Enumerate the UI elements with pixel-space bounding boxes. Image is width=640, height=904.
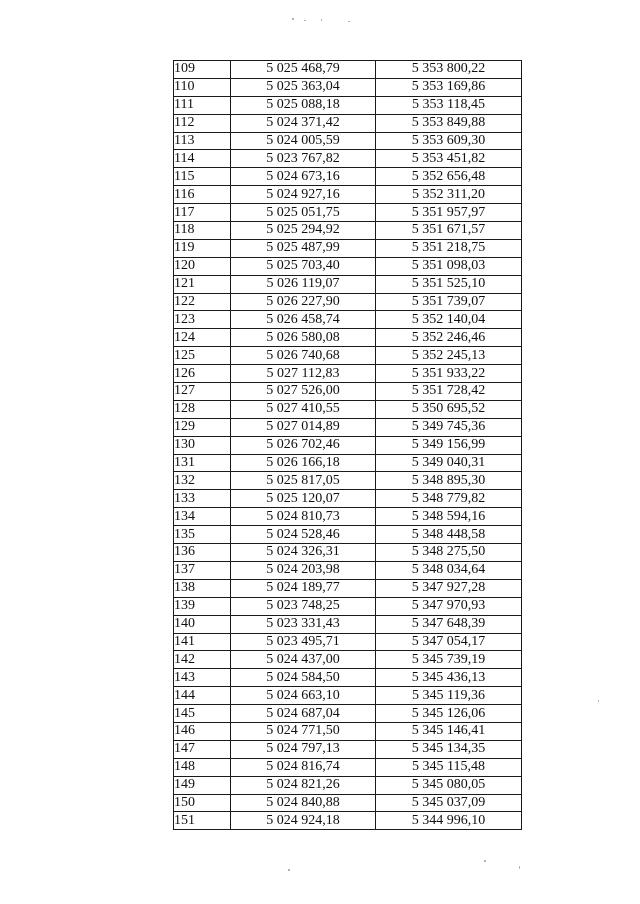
x-coordinate-cell: 5 027 014,89 <box>231 418 376 436</box>
y-coordinate-cell: 5 347 648,39 <box>376 615 522 633</box>
point-number-cell: 150 <box>174 794 231 812</box>
table-row <box>174 472 522 490</box>
table-row <box>174 490 522 508</box>
point-number-cell: 128 <box>174 400 231 418</box>
y-coordinate-cell: 5 345 739,19 <box>376 651 522 669</box>
scan-speck <box>598 700 599 702</box>
point-number-cell: 110 <box>174 78 231 96</box>
table-row <box>174 597 522 615</box>
x-coordinate-cell: 5 024 771,50 <box>231 722 376 740</box>
table-row <box>174 758 522 776</box>
y-coordinate-cell: 5 348 594,16 <box>376 508 522 526</box>
point-number-cell: 139 <box>174 597 231 615</box>
y-coordinate-cell: 5 344 996,10 <box>376 812 522 830</box>
y-coordinate-cell: 5 348 895,30 <box>376 472 522 490</box>
y-coordinate-cell: 5 352 245,13 <box>376 347 522 365</box>
point-number-cell: 132 <box>174 472 231 490</box>
point-number-cell: 111 <box>174 96 231 114</box>
table-row <box>174 579 522 597</box>
scan-speck <box>519 866 520 869</box>
x-coordinate-cell: 5 023 748,25 <box>231 597 376 615</box>
scan-speck <box>292 18 294 20</box>
table-row <box>174 615 522 633</box>
point-number-cell: 113 <box>174 132 231 150</box>
x-coordinate-cell: 5 026 119,07 <box>231 275 376 293</box>
x-coordinate-cell: 5 027 526,00 <box>231 383 376 401</box>
x-coordinate-cell: 5 024 673,16 <box>231 168 376 186</box>
point-number-cell: 117 <box>174 204 231 222</box>
table-row <box>174 651 522 669</box>
y-coordinate-cell: 5 345 436,13 <box>376 669 522 687</box>
point-number-cell: 123 <box>174 311 231 329</box>
point-number-cell: 146 <box>174 722 231 740</box>
y-coordinate-cell: 5 352 246,46 <box>376 329 522 347</box>
point-number-cell: 121 <box>174 275 231 293</box>
x-coordinate-cell: 5 023 331,43 <box>231 615 376 633</box>
table-row <box>174 365 522 383</box>
y-coordinate-cell: 5 345 134,35 <box>376 740 522 758</box>
point-number-cell: 122 <box>174 293 231 311</box>
table-row <box>174 61 522 79</box>
point-number-cell: 144 <box>174 687 231 705</box>
x-coordinate-cell: 5 026 166,18 <box>231 454 376 472</box>
y-coordinate-cell: 5 348 034,64 <box>376 561 522 579</box>
x-coordinate-cell: 5 024 797,13 <box>231 740 376 758</box>
point-number-cell: 127 <box>174 383 231 401</box>
point-number-cell: 149 <box>174 776 231 794</box>
x-coordinate-cell: 5 024 005,59 <box>231 132 376 150</box>
table-row <box>174 383 522 401</box>
table-row <box>174 722 522 740</box>
y-coordinate-cell: 5 350 695,52 <box>376 400 522 418</box>
point-number-cell: 135 <box>174 526 231 544</box>
table-row <box>174 812 522 830</box>
y-coordinate-cell: 5 348 779,82 <box>376 490 522 508</box>
point-number-cell: 148 <box>174 758 231 776</box>
table-row <box>174 508 522 526</box>
x-coordinate-cell: 5 025 468,79 <box>231 61 376 79</box>
point-number-cell: 145 <box>174 705 231 723</box>
y-coordinate-cell: 5 351 671,57 <box>376 222 522 240</box>
table-row <box>174 96 522 114</box>
table-row <box>174 239 522 257</box>
table-row <box>174 329 522 347</box>
x-coordinate-cell: 5 026 580,08 <box>231 329 376 347</box>
x-coordinate-cell: 5 025 294,92 <box>231 222 376 240</box>
y-coordinate-cell: 5 353 451,82 <box>376 150 522 168</box>
y-coordinate-cell: 5 352 140,04 <box>376 311 522 329</box>
table-row <box>174 400 522 418</box>
point-number-cell: 137 <box>174 561 231 579</box>
x-coordinate-cell: 5 024 203,98 <box>231 561 376 579</box>
x-coordinate-cell: 5 025 487,99 <box>231 239 376 257</box>
y-coordinate-cell: 5 345 119,36 <box>376 687 522 705</box>
point-number-cell: 147 <box>174 740 231 758</box>
x-coordinate-cell: 5 024 840,88 <box>231 794 376 812</box>
x-coordinate-cell: 5 024 821,26 <box>231 776 376 794</box>
table-row <box>174 78 522 96</box>
point-number-cell: 134 <box>174 508 231 526</box>
x-coordinate-cell: 5 025 051,75 <box>231 204 376 222</box>
table-row <box>174 222 522 240</box>
y-coordinate-cell: 5 345 037,09 <box>376 794 522 812</box>
table-row <box>174 418 522 436</box>
y-coordinate-cell: 5 353 169,86 <box>376 78 522 96</box>
point-number-cell: 115 <box>174 168 231 186</box>
point-number-cell: 118 <box>174 222 231 240</box>
x-coordinate-cell: 5 024 528,46 <box>231 526 376 544</box>
table-row <box>174 257 522 275</box>
table-row <box>174 740 522 758</box>
table-row <box>174 204 522 222</box>
x-coordinate-cell: 5 025 088,18 <box>231 96 376 114</box>
y-coordinate-cell: 5 353 849,88 <box>376 114 522 132</box>
point-number-cell: 141 <box>174 633 231 651</box>
point-number-cell: 131 <box>174 454 231 472</box>
y-coordinate-cell: 5 351 728,42 <box>376 383 522 401</box>
point-number-cell: 136 <box>174 544 231 562</box>
point-number-cell: 151 <box>174 812 231 830</box>
y-coordinate-cell: 5 351 957,97 <box>376 204 522 222</box>
point-number-cell: 138 <box>174 579 231 597</box>
y-coordinate-cell: 5 353 609,30 <box>376 132 522 150</box>
y-coordinate-cell: 5 345 126,06 <box>376 705 522 723</box>
x-coordinate-cell: 5 024 371,42 <box>231 114 376 132</box>
table-row <box>174 633 522 651</box>
y-coordinate-cell: 5 351 933,22 <box>376 365 522 383</box>
table-row <box>174 454 522 472</box>
x-coordinate-cell: 5 026 458,74 <box>231 311 376 329</box>
table-row <box>174 687 522 705</box>
y-coordinate-cell: 5 345 115,48 <box>376 758 522 776</box>
scan-speck <box>484 860 486 862</box>
y-coordinate-cell: 5 349 156,99 <box>376 436 522 454</box>
point-number-cell: 133 <box>174 490 231 508</box>
y-coordinate-cell: 5 348 448,58 <box>376 526 522 544</box>
table-row <box>174 293 522 311</box>
table-row <box>174 561 522 579</box>
y-coordinate-cell: 5 349 745,36 <box>376 418 522 436</box>
scan-speck <box>348 21 350 22</box>
x-coordinate-cell: 5 024 810,73 <box>231 508 376 526</box>
x-coordinate-cell: 5 027 112,83 <box>231 365 376 383</box>
x-coordinate-cell: 5 026 740,68 <box>231 347 376 365</box>
y-coordinate-cell: 5 345 146,41 <box>376 722 522 740</box>
table-row <box>174 114 522 132</box>
point-number-cell: 109 <box>174 61 231 79</box>
x-coordinate-cell: 5 026 227,90 <box>231 293 376 311</box>
x-coordinate-cell: 5 024 816,74 <box>231 758 376 776</box>
point-number-cell: 116 <box>174 186 231 204</box>
point-number-cell: 120 <box>174 257 231 275</box>
point-number-cell: 129 <box>174 418 231 436</box>
x-coordinate-cell: 5 024 687,04 <box>231 705 376 723</box>
x-coordinate-cell: 5 027 410,55 <box>231 400 376 418</box>
table-row <box>174 275 522 293</box>
scan-speck <box>288 869 290 871</box>
point-number-cell: 125 <box>174 347 231 365</box>
x-coordinate-cell: 5 025 703,40 <box>231 257 376 275</box>
table-row <box>174 544 522 562</box>
y-coordinate-cell: 5 352 656,48 <box>376 168 522 186</box>
y-coordinate-cell: 5 349 040,31 <box>376 454 522 472</box>
point-number-cell: 124 <box>174 329 231 347</box>
scan-speck <box>304 20 306 21</box>
table-row <box>174 150 522 168</box>
table-row <box>174 794 522 812</box>
table-row <box>174 669 522 687</box>
table-row <box>174 436 522 454</box>
point-number-cell: 142 <box>174 651 231 669</box>
x-coordinate-cell: 5 024 927,16 <box>231 186 376 204</box>
table-row <box>174 347 522 365</box>
y-coordinate-cell: 5 353 118,45 <box>376 96 522 114</box>
point-number-cell: 112 <box>174 114 231 132</box>
y-coordinate-cell: 5 352 311,20 <box>376 186 522 204</box>
x-coordinate-cell: 5 025 120,07 <box>231 490 376 508</box>
table-row <box>174 186 522 204</box>
table-row <box>174 311 522 329</box>
x-coordinate-cell: 5 024 663,10 <box>231 687 376 705</box>
x-coordinate-cell: 5 023 495,71 <box>231 633 376 651</box>
point-number-cell: 140 <box>174 615 231 633</box>
x-coordinate-cell: 5 025 363,04 <box>231 78 376 96</box>
x-coordinate-cell: 5 025 817,05 <box>231 472 376 490</box>
y-coordinate-cell: 5 347 054,17 <box>376 633 522 651</box>
table-row <box>174 526 522 544</box>
y-coordinate-cell: 5 353 800,22 <box>376 61 522 79</box>
x-coordinate-cell: 5 024 326,31 <box>231 544 376 562</box>
point-number-cell: 114 <box>174 150 231 168</box>
y-coordinate-cell: 5 351 098,03 <box>376 257 522 275</box>
point-number-cell: 130 <box>174 436 231 454</box>
x-coordinate-cell: 5 024 584,50 <box>231 669 376 687</box>
table-row <box>174 168 522 186</box>
y-coordinate-cell: 5 347 970,93 <box>376 597 522 615</box>
x-coordinate-cell: 5 023 767,82 <box>231 150 376 168</box>
y-coordinate-cell: 5 351 218,75 <box>376 239 522 257</box>
table-row <box>174 132 522 150</box>
x-coordinate-cell: 5 024 437,00 <box>231 651 376 669</box>
y-coordinate-cell: 5 345 080,05 <box>376 776 522 794</box>
y-coordinate-cell: 5 347 927,28 <box>376 579 522 597</box>
scan-speck <box>321 19 322 21</box>
coordinates-table-body <box>174 61 522 830</box>
y-coordinate-cell: 5 351 525,10 <box>376 275 522 293</box>
point-number-cell: 126 <box>174 365 231 383</box>
table-row <box>174 705 522 723</box>
x-coordinate-cell: 5 024 924,18 <box>231 812 376 830</box>
x-coordinate-cell: 5 026 702,46 <box>231 436 376 454</box>
x-coordinate-cell: 5 024 189,77 <box>231 579 376 597</box>
y-coordinate-cell: 5 348 275,50 <box>376 544 522 562</box>
point-number-cell: 143 <box>174 669 231 687</box>
y-coordinate-cell: 5 351 739,07 <box>376 293 522 311</box>
table-row <box>174 776 522 794</box>
coordinates-table <box>173 60 522 830</box>
point-number-cell: 119 <box>174 239 231 257</box>
